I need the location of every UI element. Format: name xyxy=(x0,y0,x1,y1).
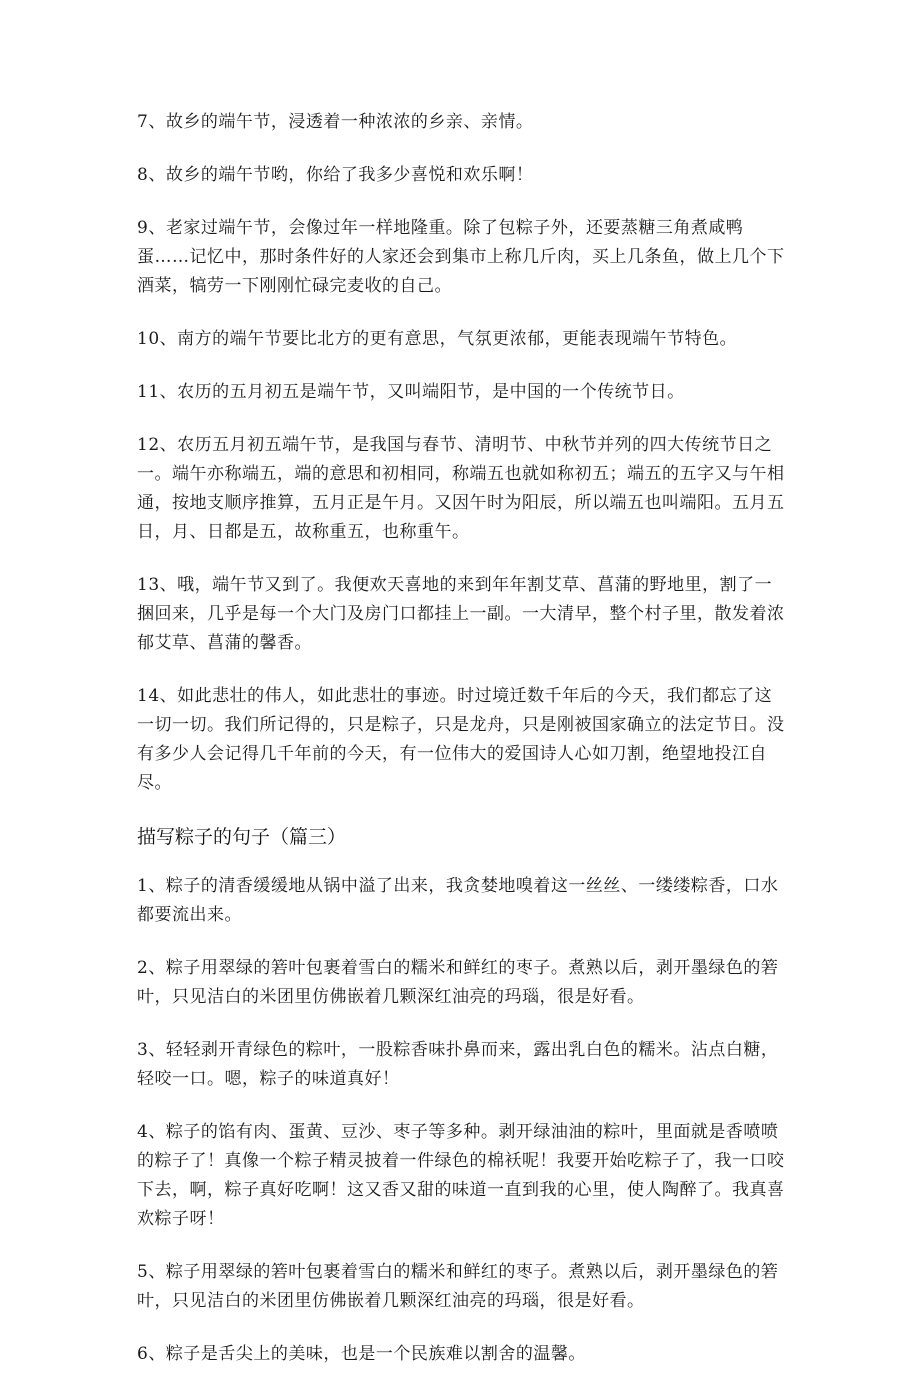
zongzi-paragraph-2: 2、粽子用翠绿的箬叶包裹着雪白的糯米和鲜红的枣子。煮熟以后，剥开墨绿色的箬叶，只见洁白的米团里仿佛嵌着几颗深红油亮的玛瑙，很是好看。 xyxy=(137,958,779,1007)
paragraph-10: 10、南方的端午节要比北方的更有意思，气氛更浓郁，更能表现端午节特色。 xyxy=(137,329,738,349)
paragraph-7: 7、故乡的端午节，浸透着一种浓浓的乡亲、亲情。 xyxy=(137,112,534,132)
paragraph-9: 9、老家过端午节，会像过年一样地隆重。除了包粽子外，还要蒸糖三角煮咸鸭蛋……记忆中，那时条件好的人家还会到集市上称几斤肉，买上几条鱼，做上几个下酒菜，犒劳一下刚刚忙碌完麦收的自己。 xyxy=(137,218,785,296)
paragraph-11: 11、农历的五月初五是端午节，又叫端阳节，是中国的一个传统节日。 xyxy=(137,382,685,402)
zongzi-paragraph-6: 6、粽子是舌尖上的美味，也是一个民族难以割舍的温馨。 xyxy=(137,1344,586,1364)
paragraph-12: 12、农历五月初五端午节，是我国与春节、清明节、中秋节并列的四大传统节日之一。端午亦称端五，端的意思和初相同，称端五也就如称初五；端五的五字又与午相通，按地支顺序推算，五月正是午月。又因午时为阳辰，所以端五也叫端阳。五月五日，月、日都是五，故称重五，也称重午。 xyxy=(137,435,785,542)
paragraph-8: 8、故乡的端午节哟，你给了我多少喜悦和欢乐啊！ xyxy=(137,165,534,185)
document-content xyxy=(137,108,787,1393)
section-title: 描写粽子的句子（篇三） xyxy=(137,826,347,848)
zongzi-paragraph-3: 3、轻轻剥开青绿色的粽叶，一股粽香味扑鼻而来，露出乳白色的糯米。沾点白糖，轻咬一口。嗯，粽子的味道真好！ xyxy=(137,1040,779,1089)
zongzi-paragraph-1: 1、粽子的清香缓缓地从锅中溢了出来，我贪婪地嗅着这一丝丝、一缕缕粽香，口水都要流出来。 xyxy=(137,876,779,925)
zongzi-paragraph-4: 4、粽子的馅有肉、蛋黄、豆沙、枣子等多种。剥开绿油油的粽叶，里面就是香喷喷的粽子了！真像一个粽子精灵披着一件绿色的棉袄呢！我要开始吃粽子了，我一口咬下去，啊，粽子真好吃啊！这又香又甜的味道一直到我的心里，使人陶醉了。我真喜欢粽子呀！ xyxy=(137,1122,785,1229)
paragraph-14: 14、如此悲壮的伟人，如此悲壮的事迹。时过境迁数千年后的今天，我们都忘了这一切一切。我们所记得的，只是粽子，只是龙舟，只是刚被国家确立的法定节日。没有多少人会记得几千年前的今天，有一位伟大的爱国诗人心如刀割，绝望地投江自尽。 xyxy=(137,686,785,793)
zongzi-paragraph-5: 5、粽子用翠绿的箬叶包裹着雪白的糯米和鲜红的枣子。煮熟以后，剥开墨绿色的箬叶，只见洁白的米团里仿佛嵌着几颗深红油亮的玛瑙，很是好看。 xyxy=(137,1262,779,1311)
paragraph-13: 13、哦，端午节又到了。我便欢天喜地的来到年年割艾草、菖蒲的野地里，割了一捆回来，几乎是每一个大门及房门口都挂上一副。一大清早，整个村子里，散发着浓郁艾草、菖蒲的馨香。 xyxy=(137,575,785,653)
